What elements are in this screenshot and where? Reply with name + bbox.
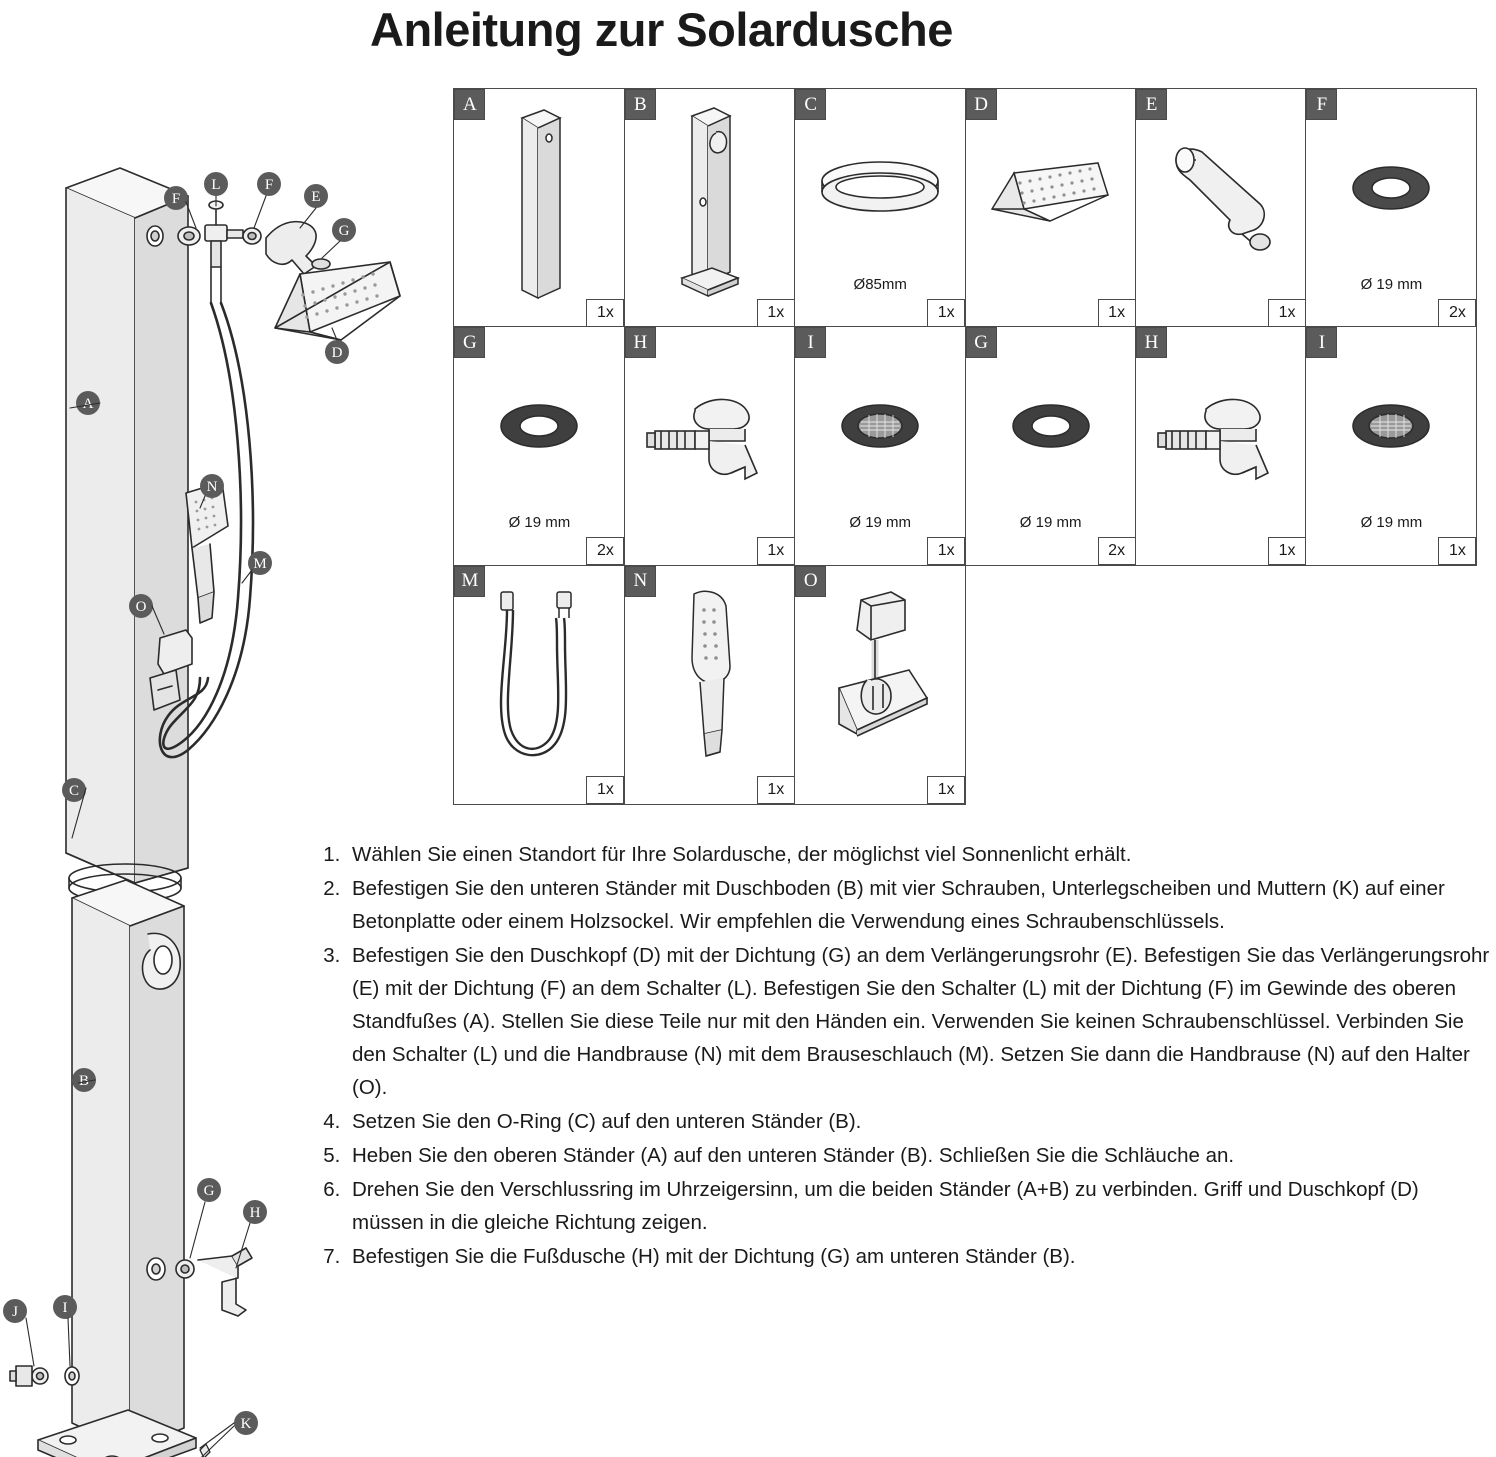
upper-post (66, 168, 188, 883)
hand-shower-part-n (186, 482, 228, 623)
part-cell-d (965, 88, 1137, 328)
part-tag: G (966, 327, 997, 358)
foot-tap-icon (1136, 345, 1306, 535)
svg-text:A: A (82, 396, 94, 412)
part-qty: 2x (1098, 537, 1136, 565)
part-qty: 2x (586, 537, 624, 565)
extension-pipe-part-e (266, 222, 330, 274)
hand-shower-holder-icon (795, 584, 965, 774)
shower-head-part-d (275, 262, 400, 340)
svg-text:B: B (78, 1073, 90, 1089)
part-qty: 1x (1098, 299, 1136, 327)
part-qty: 1x (927, 776, 965, 804)
part-qty: 1x (1268, 299, 1306, 327)
svg-text:L: L (211, 177, 221, 193)
foot-tap-icon (625, 345, 795, 535)
svg-text:J: J (12, 1304, 18, 1320)
part-tag: G (454, 327, 485, 358)
part-tag: N (625, 566, 656, 597)
part-tag: H (625, 327, 656, 358)
parts-list-grid (455, 88, 1491, 805)
svg-text:O: O (135, 599, 147, 615)
shower-head-icon (966, 107, 1136, 297)
shower-hose-icon (454, 584, 624, 774)
instruction-step: 4. Setzen Sie den O-Ring (C) auf den unteren Ständer (B). (346, 1105, 1492, 1138)
part-qty: 1x (927, 299, 965, 327)
svg-text:G: G (203, 1183, 215, 1199)
instruction-step: 5. Heben Sie den oberen Ständer (A) auf den unteren Ständer (B). Schließen Sie die Schläuche an. (346, 1139, 1492, 1172)
part-cell-g-2 (965, 326, 1137, 566)
upper-post-icon (454, 107, 624, 297)
instruction-step: 2. Befestigen Sie den unteren Ständer mit Duschboden (B) mit vier Schrauben, Unterlegscheiben und Muttern (K) auf einer Betonplatte oder einem Holzsockel. Wir empfehlen die Verwendung eines Schraubenschlüssels. (346, 872, 1492, 938)
part-caption: Ø 19 mm (508, 514, 571, 532)
part-qty: 1x (1438, 537, 1476, 565)
svg-text:F: F (264, 177, 274, 193)
part-tag: H (1136, 327, 1167, 358)
parts-row (455, 88, 1491, 328)
part-caption: Ø85mm (853, 276, 907, 293)
svg-text:D: D (331, 345, 343, 361)
lower-post (10, 880, 252, 1457)
svg-text:F: F (171, 191, 181, 207)
svg-text:N: N (206, 479, 218, 495)
part-qty: 1x (586, 776, 624, 804)
part-tag: F (1306, 89, 1337, 120)
part-qty: 1x (1268, 537, 1306, 565)
svg-text:H: H (249, 1205, 261, 1221)
instruction-step: 3. Befestigen Sie den Duschkopf (D) mit der Dichtung (G) an dem Verlängerungsrohr (E). Befestigen Sie das Verlängerungsrohr (E) mit der Dichtung (F) an dem Schalter (L). Befestigen Sie den Schalter (L) mit der Dichtung (F) im Gewinde des oberen Standfußes (A). Stellen Sie diese Teile nur mit den Händen ein. Verwenden Sie keinen Schraubenschlüssel. Verbinden Sie den Schalter (L) und die Handbrause (N) mit dem Brauseschlauch (M). Setzen Sie dann die Handbrause (N) auf den Halter (O). (346, 939, 1492, 1104)
part-tag: I (795, 327, 826, 358)
instruction-step: 1. Wählen Sie einen Standort für Ihre Solardusche, der möglichst viel Sonnenlicht erhält. (346, 838, 1492, 871)
part-caption: Ø 19 mm (849, 514, 912, 532)
part-tag: B (625, 89, 656, 120)
part-tag: C (795, 89, 826, 120)
part-cell-h-2 (1135, 326, 1307, 566)
part-caption: Ø 19 mm (1360, 514, 1423, 532)
svg-text:M: M (253, 556, 267, 572)
page-title: Anleitung zur Solardusche (370, 3, 953, 56)
part-qty: 1x (927, 537, 965, 565)
gasket-icon (454, 345, 624, 509)
svg-text:G: G (338, 223, 350, 239)
part-cell-o (794, 565, 966, 805)
gasket-icon (1306, 107, 1476, 271)
part-cell-c (794, 88, 966, 328)
svg-text:I: I (62, 1300, 68, 1316)
hand-shower-icon (625, 584, 795, 774)
part-tag: E (1136, 89, 1167, 120)
extension-pipe-icon (1136, 107, 1306, 297)
grid-empty-cell (1135, 565, 1307, 805)
part-cell-e (1135, 88, 1307, 328)
part-qty: 1x (757, 776, 795, 804)
part-qty: 1x (757, 537, 795, 565)
part-cell-b (624, 88, 796, 328)
grid-empty-cell (1305, 565, 1477, 805)
part-cell-m (453, 565, 625, 805)
lower-post-icon (625, 107, 795, 297)
exploded-assembly-diagram (0, 78, 350, 1457)
part-tag: M (454, 566, 485, 597)
part-caption: Ø 19 mm (1019, 514, 1082, 532)
gasket-icon (966, 345, 1136, 509)
switch-valve-part-l (205, 201, 243, 303)
parts-row (455, 566, 1491, 804)
svg-text:K: K (240, 1416, 252, 1432)
part-cell-h-1 (624, 326, 796, 566)
svg-text:C: C (68, 783, 80, 799)
part-qty: 1x (586, 299, 624, 327)
instructions-list (312, 838, 1492, 1274)
part-tag: I (1306, 327, 1337, 358)
part-qty: 1x (757, 299, 795, 327)
part-cell-n (624, 565, 796, 805)
part-tag: A (454, 89, 485, 120)
part-cell-g-1 (453, 326, 625, 566)
part-cell-f (1305, 88, 1477, 328)
filter-gasket-icon (1306, 345, 1476, 509)
svg-text:E: E (311, 189, 321, 205)
part-cell-a (453, 88, 625, 328)
part-qty: 2x (1438, 299, 1476, 327)
filter-gasket-icon (795, 345, 965, 509)
part-tag: O (795, 566, 826, 597)
part-caption: Ø 19 mm (1360, 276, 1423, 293)
instruction-step: 6. Drehen Sie den Verschlussring im Uhrzeigersinn, um die beiden Ständer (A+B) zu verbinden. Griff und Duschkopf (D) müssen in die gleiche Richtung zeigen. (346, 1173, 1492, 1239)
part-cell-i-1 (794, 326, 966, 566)
parts-row (455, 328, 1491, 566)
instruction-step: 7. Befestigen Sie die Fußdusche (H) mit der Dichtung (G) am unteren Ständer (B). (346, 1240, 1492, 1273)
grid-empty-cell (965, 565, 1137, 805)
part-tag: D (966, 89, 997, 120)
part-cell-i-2 (1305, 326, 1477, 566)
o-ring-icon (795, 107, 965, 271)
